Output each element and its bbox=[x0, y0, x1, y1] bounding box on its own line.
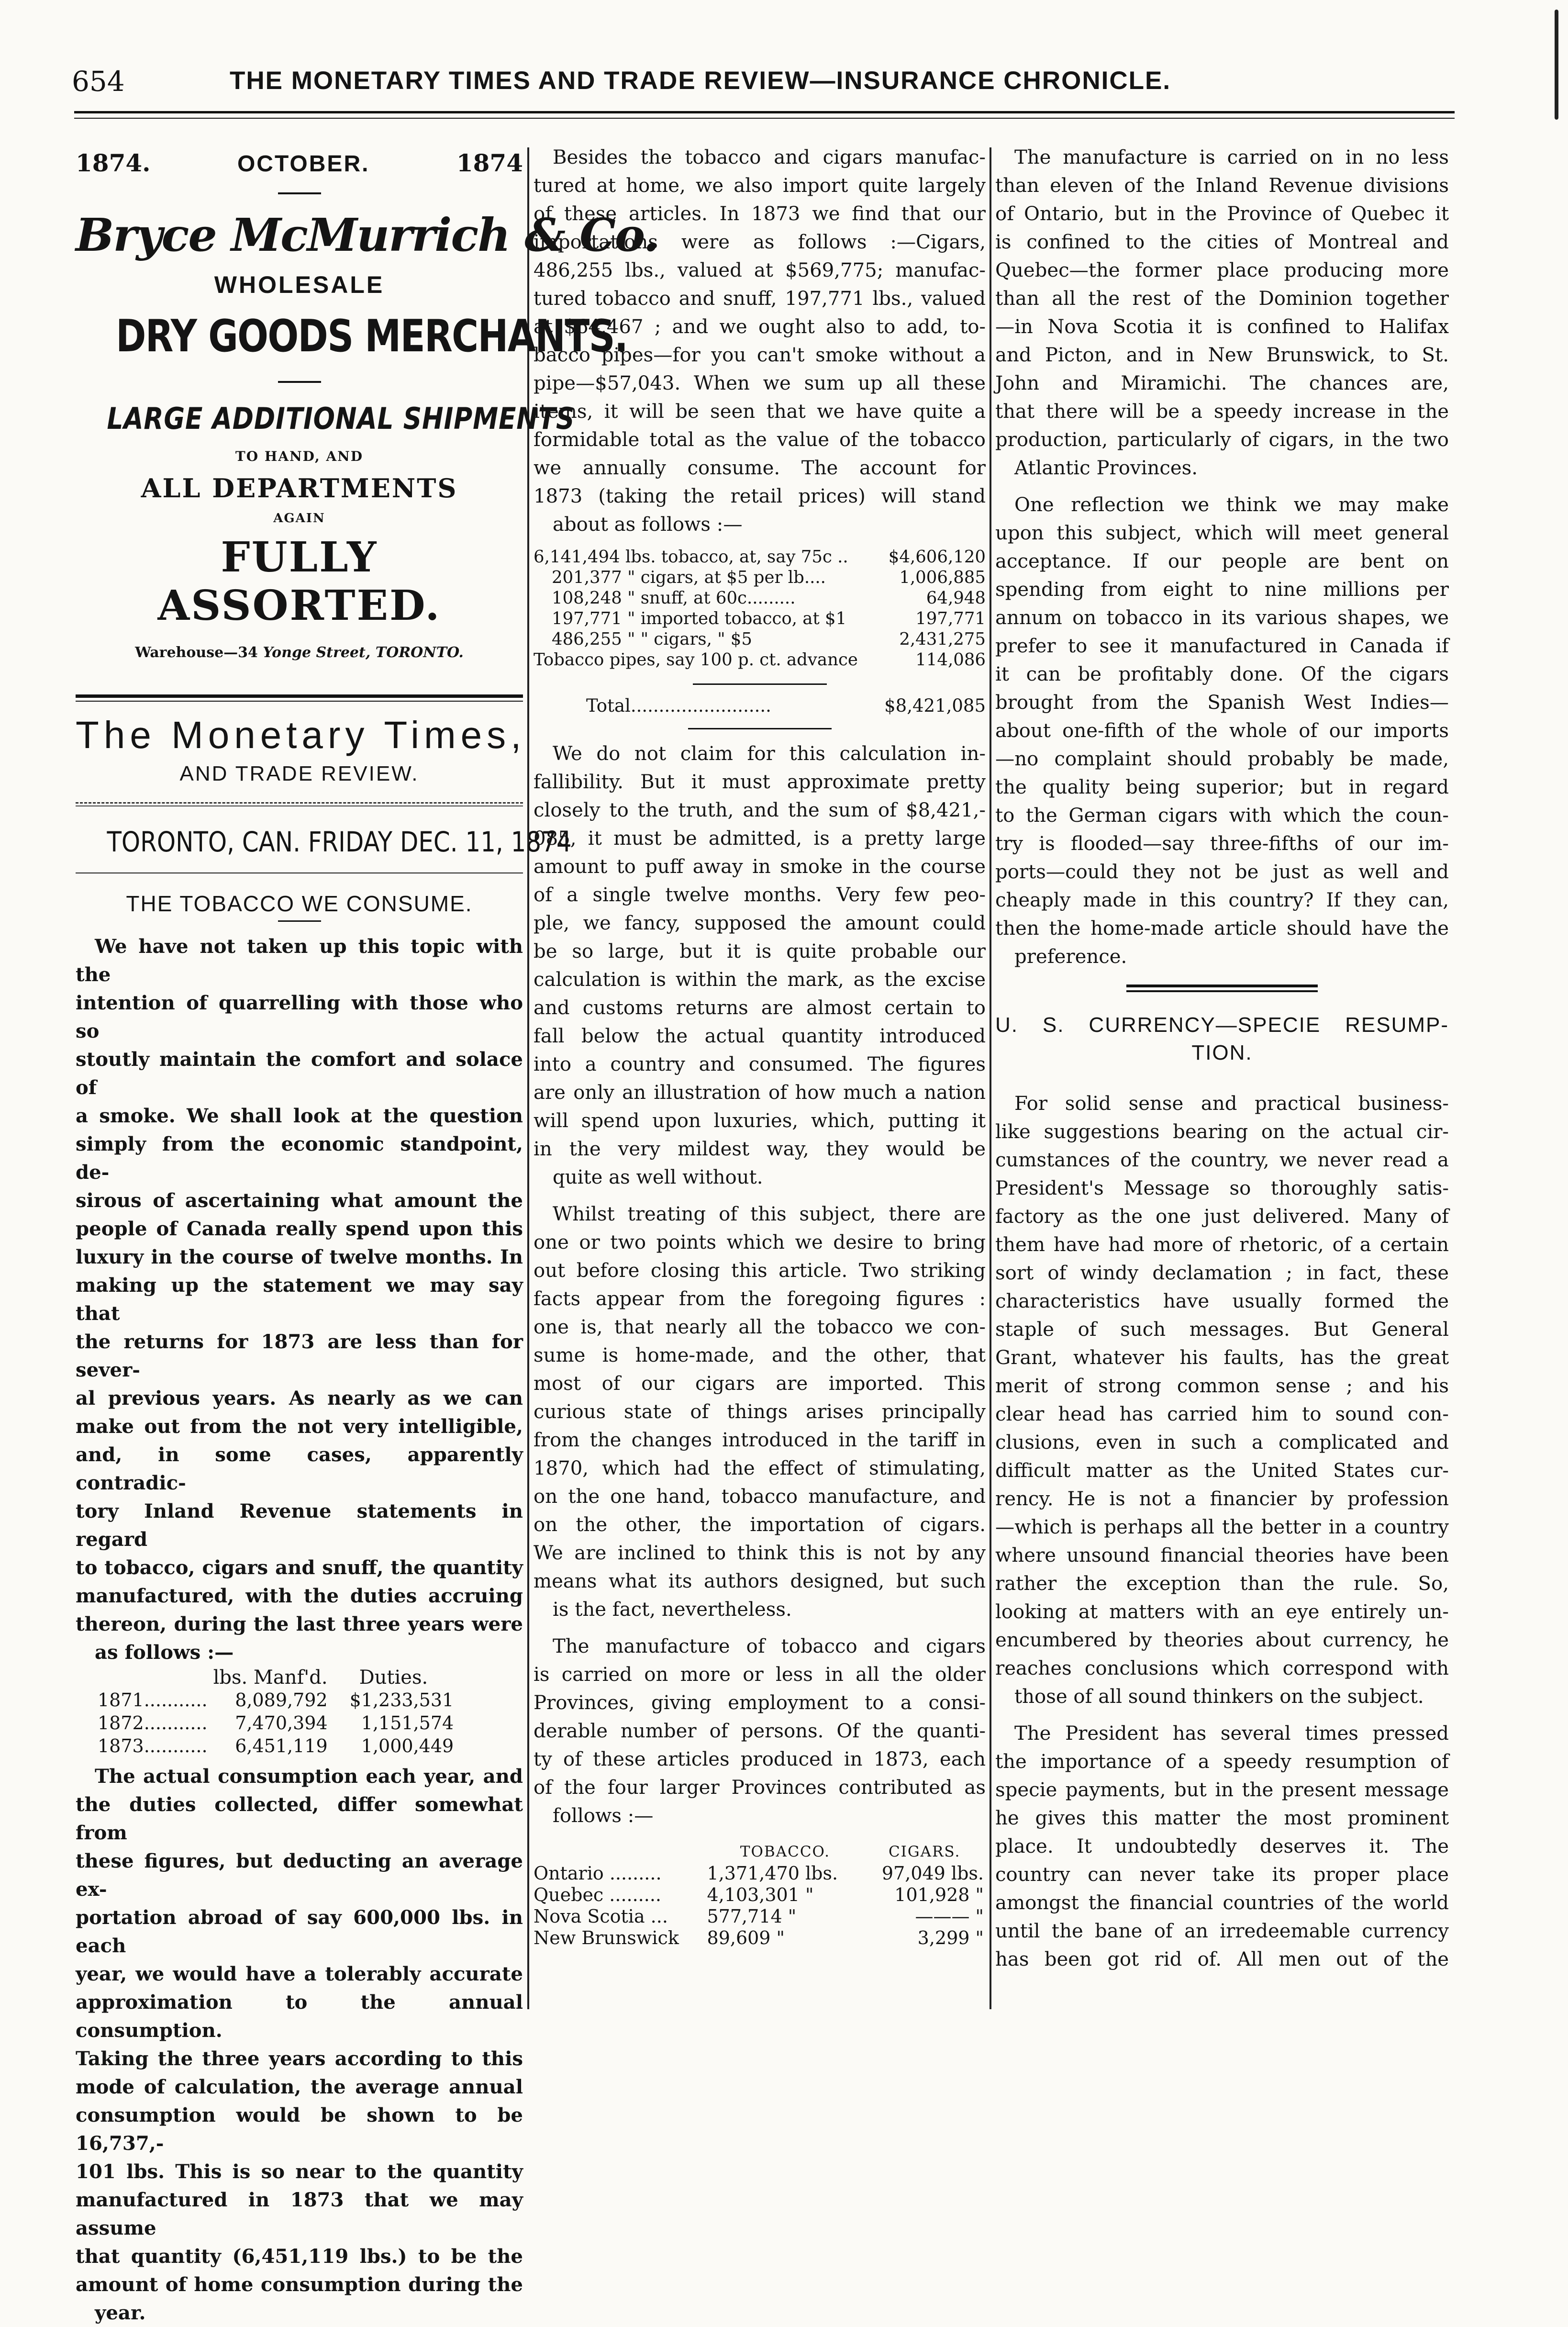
paragraph-last-line: Atlantic Provinces. bbox=[1014, 457, 1198, 479]
text-line: closely to the truth, and the sum of $8,421,- bbox=[534, 799, 986, 821]
headline-line-2: TION. bbox=[1191, 1041, 1253, 1064]
text-line: One reflection we think we may make bbox=[1014, 494, 1449, 516]
paragraph bbox=[534, 1200, 986, 1624]
table-row bbox=[534, 1906, 986, 1927]
table-row bbox=[534, 547, 986, 567]
paragraph-last-line: is the fact, nevertheless. bbox=[553, 1599, 792, 1621]
text-line: and Picton, and in New Brunswick, to St. bbox=[995, 344, 1449, 366]
text-line: consumption would be shown to be 16,737,- bbox=[76, 2104, 523, 2155]
text-line: thereon, during the last three years were bbox=[76, 1613, 523, 1635]
table-cell: Tobacco pipes, say 100 p. ct. advance bbox=[534, 650, 858, 670]
total-value: $8,421,085 bbox=[884, 695, 986, 716]
text-line: is carried on more or less in all the older bbox=[534, 1664, 986, 1686]
table-cell: 2,431,275 bbox=[899, 629, 986, 649]
text-line: it can be profitably done. Of the cigars bbox=[995, 663, 1449, 685]
table-row bbox=[534, 629, 986, 649]
column-2 bbox=[534, 144, 986, 1949]
headline-rule bbox=[278, 920, 321, 922]
ad-rule bbox=[278, 192, 321, 194]
text-line: curious state of things arises principally bbox=[534, 1401, 986, 1423]
text-line: Provinces, giving employment to a consi- bbox=[534, 1692, 986, 1714]
table-cell: 4,103,301 " bbox=[707, 1884, 814, 1905]
text-line: 101 lbs. This is so near to the quantity bbox=[76, 2160, 523, 2183]
text-line: formidable total as the value of the tobacco bbox=[534, 429, 986, 451]
text-line: of Ontario, but in the Province of Quebec it bbox=[995, 203, 1449, 225]
text-line: ports—could they not be just as well and bbox=[995, 861, 1449, 883]
masthead-title: The Monetary Times, bbox=[76, 714, 526, 756]
text-line: about one-fifth of the whole of our imports bbox=[995, 720, 1449, 742]
text-line: the quality being superior; but in regard bbox=[995, 776, 1449, 798]
text-line: sort of windy declamation ; in fact, these bbox=[995, 1262, 1449, 1284]
table-row bbox=[95, 1712, 456, 1734]
text-line: specie payments, but in the present message bbox=[995, 1779, 1449, 1801]
table-cell: ——— " bbox=[915, 1906, 984, 1927]
running-title: THE MONETARY TIMES AND TRADE REVIEW—INSURANCE CHRONICLE. bbox=[230, 67, 1171, 95]
section-rule bbox=[1126, 984, 1318, 992]
table-cell: Quebec ......... bbox=[534, 1884, 662, 1905]
table-row bbox=[534, 649, 986, 670]
text-line: we annually consume. The account for bbox=[534, 457, 986, 479]
text-line: portation abroad of say 600,000 lbs. in each bbox=[76, 1906, 523, 1957]
text-line: 1870, which had the effect of stimulating, bbox=[534, 1457, 986, 1479]
masthead-dashed-rule bbox=[76, 802, 523, 806]
header-rule-thin bbox=[74, 118, 1455, 119]
paragraph bbox=[995, 144, 1449, 482]
paragraph-last-line: as follows :— bbox=[95, 1641, 234, 1664]
paragraph-last-line: about as follows :— bbox=[553, 514, 743, 536]
text-line: President's Message so thoroughly satis- bbox=[995, 1177, 1449, 1199]
ad-fully-assorted: FULLY ASSORTED. bbox=[157, 533, 441, 630]
text-line: —which is perhaps all the better in a country bbox=[995, 1516, 1449, 1538]
ad-to-hand: TO HAND, AND bbox=[235, 448, 364, 464]
text-line: be so large, but it is quite probable our bbox=[534, 940, 986, 962]
table-cell: 1871........... bbox=[98, 1689, 208, 1711]
table-row bbox=[534, 608, 986, 629]
paragraph-last-line: quite as well without. bbox=[553, 1166, 763, 1188]
text-line: staple of such messages. But General bbox=[995, 1319, 1449, 1341]
text-line: 486,255 lbs., valued at $569,775; manufac- bbox=[534, 259, 986, 281]
paragraph bbox=[76, 1762, 523, 2327]
ad-month: OCTOBER. bbox=[237, 151, 370, 177]
text-line: that there will be a speedy increase in the bbox=[995, 401, 1449, 423]
text-line: amongst the financial countries of the world bbox=[995, 1892, 1449, 1914]
ad-rule-2 bbox=[278, 381, 321, 383]
text-line: —no complaint should probably be made, bbox=[995, 748, 1449, 770]
text-line: tured tobacco and snuff, 197,771 lbs., valued bbox=[534, 288, 986, 310]
text-line: approximation to the annual consumption. bbox=[76, 1991, 523, 2042]
ad-year-left: 1874. bbox=[76, 149, 151, 177]
text-line: like suggestions bearing on the actual cir- bbox=[995, 1121, 1449, 1143]
table-cell: 101,928 " bbox=[894, 1884, 984, 1905]
article2-headline bbox=[995, 1011, 1449, 1067]
text-line: means what its authors designed, but such bbox=[534, 1570, 986, 1592]
table-cell: 1,006,885 bbox=[899, 568, 986, 587]
text-line: at $64,467 ; and we ought also to add, to- bbox=[534, 316, 986, 338]
text-line: clusions, even in such a complicated and bbox=[995, 1432, 1449, 1454]
paragraph-last-line: year. bbox=[95, 2302, 146, 2324]
text-line: luxury in the course of twelve months. In bbox=[76, 1246, 523, 1268]
text-line: from the changes introduced in the tariff in bbox=[534, 1429, 986, 1451]
paragraph bbox=[995, 1720, 1449, 1974]
text-line: John and Miramichi. The chances are, bbox=[995, 372, 1449, 394]
ad-wholesale: WHOLESALE bbox=[214, 271, 385, 298]
text-line: Whilst treating of this subject, there are bbox=[553, 1203, 986, 1225]
text-line: —in Nova Scotia it is confined to Halifax bbox=[995, 316, 1449, 338]
masthead-rule bbox=[76, 694, 523, 702]
table-cell: 577,714 " bbox=[707, 1906, 797, 1927]
table-cell: 89,609 " bbox=[707, 1927, 785, 1948]
text-line: merit of strong common sense ; and his bbox=[995, 1375, 1449, 1397]
text-line: of the four larger Provinces contributed as bbox=[534, 1777, 986, 1799]
text-line: then the home-made article should have the bbox=[995, 917, 1449, 940]
text-line: manufactured in 1873 that we may assume bbox=[76, 2189, 523, 2239]
table-header: CIGARS. bbox=[888, 1843, 961, 1860]
text-line: mode of calculation, the average annual bbox=[76, 2076, 523, 2098]
table-cell: 1,000,449 bbox=[361, 1735, 454, 1756]
text-line: upon this subject, which will meet general bbox=[995, 522, 1449, 544]
text-line: We do not claim for this calculation in- bbox=[553, 743, 986, 765]
table-cell: 6,451,119 bbox=[235, 1735, 328, 1756]
table-cell: Ontario ......... bbox=[534, 1863, 662, 1884]
paragraph bbox=[534, 144, 986, 539]
text-line: make out from the not very intelligible, bbox=[76, 1415, 523, 1438]
text-line: one is, that nearly all the tobacco we con- bbox=[534, 1316, 986, 1338]
text-line: fallibility. But it must approximate pretty bbox=[534, 771, 986, 793]
text-line: spending from eight to nine millions per bbox=[995, 579, 1449, 601]
text-line: year, we would have a tolerably accurate bbox=[76, 1963, 523, 1985]
table-cell: $4,606,120 bbox=[888, 547, 986, 567]
page-number: 654 bbox=[72, 65, 125, 98]
text-line: calculation is within the mark, as the excise bbox=[534, 969, 986, 991]
paragraph-last-line: follows :— bbox=[553, 1805, 654, 1827]
text-line: in the very mildest way, they would be bbox=[534, 1138, 986, 1160]
text-line: out before closing this article. Two striking bbox=[534, 1260, 986, 1282]
text-line: Grant, whatever his faults, has the great bbox=[995, 1347, 1449, 1369]
total-rule-bottom bbox=[688, 728, 832, 729]
text-line: to the German cigars with which the coun- bbox=[995, 805, 1449, 827]
manufacture-table bbox=[95, 1667, 456, 1757]
table-row bbox=[534, 567, 986, 588]
text-line: most of our cigars are imported. This bbox=[534, 1373, 986, 1395]
table-cell: 3,299 " bbox=[917, 1927, 984, 1948]
text-line: the importance of a speedy resumption of bbox=[995, 1751, 1449, 1773]
text-line: on the other, the importation of cigars. bbox=[534, 1514, 986, 1536]
text-line: bacco pipes—for you can't smoke without a bbox=[534, 344, 986, 366]
text-line: of a single twelve months. Very few peo- bbox=[534, 884, 986, 906]
text-line: facts appear from the foregoing figures : bbox=[534, 1288, 986, 1310]
text-line: sume is home-made, and the other, that bbox=[534, 1344, 986, 1366]
text-line: manufactured, with the duties accruing bbox=[76, 1585, 523, 1607]
ad-all-departments: ALL DEPARTMENTS bbox=[141, 473, 458, 503]
paragraph bbox=[76, 932, 523, 1667]
text-line: a smoke. We shall look at the question bbox=[76, 1105, 523, 1127]
table-cell: 97,049 lbs. bbox=[881, 1863, 984, 1884]
text-line: that quantity (6,451,119 lbs.) to be the bbox=[76, 2245, 523, 2268]
text-line: stoutly maintain the comfort and solace of bbox=[76, 1048, 523, 1099]
table-cell: 6,141,494 lbs. tobacco, at, say 75c .. bbox=[534, 547, 848, 567]
ad-large-shipments: LARGE ADDITIONAL SHIPMENTS bbox=[107, 401, 575, 436]
text-line: The manufacture of tobacco and cigars bbox=[553, 1635, 986, 1657]
table-cell: 8,089,792 bbox=[235, 1689, 328, 1711]
paragraph bbox=[534, 1633, 986, 1830]
text-line: into a country and consumed. The figures bbox=[534, 1053, 986, 1075]
text-line: difficult matter as the United States cur- bbox=[995, 1460, 1449, 1482]
text-line: rency. He is not a financier by profession bbox=[995, 1488, 1449, 1510]
text-line: looking at matters with an eye entirely un- bbox=[995, 1601, 1449, 1623]
text-line: acceptance. If our people are bent on bbox=[995, 550, 1449, 572]
text-line: al previous years. As nearly as we can bbox=[76, 1387, 523, 1410]
text-line: importations were as follows :—Cigars, bbox=[534, 231, 986, 253]
text-line: people of Canada really spend upon this bbox=[76, 1218, 523, 1240]
text-line: are only an illustration of how much a nation bbox=[534, 1082, 986, 1104]
table-row bbox=[534, 1863, 986, 1884]
text-line: clear head has carried him to sound con- bbox=[995, 1403, 1449, 1425]
text-line: has been got rid of. All men out of the bbox=[995, 1948, 1449, 1970]
table-cell: $1,233,531 bbox=[349, 1689, 454, 1711]
page-header bbox=[72, 61, 1488, 100]
paragraph-last-line: those of all sound thinkers on the subject. bbox=[1014, 1686, 1424, 1708]
table-cell: 201,377 " cigars, at $5 per lb.... bbox=[552, 568, 826, 587]
tobacco-cost-table bbox=[534, 547, 986, 670]
text-line: simply from the economic standpoint, de- bbox=[76, 1133, 523, 1184]
text-line: country can never take its proper place bbox=[995, 1864, 1449, 1886]
table-row bbox=[95, 1689, 456, 1712]
headline-line-1: U. S. CURRENCY—SPECIE RESUMP- bbox=[995, 1013, 1449, 1037]
total-rule bbox=[693, 683, 827, 685]
text-line: brought from the Spanish West Indies— bbox=[995, 692, 1449, 714]
table-cell: Nova Scotia ... bbox=[534, 1906, 668, 1927]
text-line: derable number of persons. Of the quanti- bbox=[534, 1720, 986, 1742]
text-line: amount of home consumption during the bbox=[76, 2273, 523, 2296]
text-line: will spend upon luxuries, which, putting it bbox=[534, 1110, 986, 1132]
text-line: these figures, but deducting an average ex- bbox=[76, 1850, 523, 1901]
table-cell: 1872........... bbox=[98, 1712, 208, 1734]
text-line: The manufacture is carried on in no less bbox=[1014, 146, 1449, 168]
table-header: TOBACCO. bbox=[740, 1843, 830, 1860]
ad-warehouse-label: Warehouse—34 bbox=[135, 644, 258, 661]
table-row bbox=[534, 1884, 986, 1906]
text-line: try is flooded—say three-fifths of our im- bbox=[995, 833, 1449, 855]
text-line: For solid sense and practical business- bbox=[1014, 1093, 1449, 1115]
text-line: one or two points which we desire to bring bbox=[534, 1231, 986, 1253]
ad-dateline bbox=[76, 144, 523, 177]
total-label: Total......................... bbox=[586, 695, 771, 716]
table-cell: 1873........... bbox=[98, 1735, 208, 1756]
paragraph bbox=[995, 491, 1449, 971]
text-line: We are inclined to think this is not by any bbox=[534, 1542, 986, 1564]
paragraph bbox=[995, 1090, 1449, 1711]
text-line: The actual consumption each year, and bbox=[95, 1765, 523, 1788]
text-line: 1873 (taking the retail prices) will stand bbox=[534, 485, 986, 507]
text-line: production, particularly of cigars, in the two bbox=[995, 429, 1449, 451]
table-cell: 1,371,470 lbs. bbox=[707, 1863, 838, 1884]
text-line: making up the statement we may say that bbox=[76, 1274, 523, 1325]
paragraph-last-line: preference. bbox=[1014, 946, 1127, 968]
text-line: Besides the tobacco and cigars manufac- bbox=[553, 146, 986, 168]
ad-firm-name: Bryce McMurrich & Co. bbox=[76, 209, 658, 262]
table-cell: 114,086 bbox=[915, 650, 986, 670]
masthead-subtitle: AND TRADE REVIEW. bbox=[179, 762, 419, 785]
text-line: cumstances of the country, we never read a bbox=[995, 1149, 1449, 1171]
ad-dry-goods: DRY GOODS MERCHANTS. bbox=[116, 310, 628, 362]
text-line: of these articles. In 1873 we find that our bbox=[534, 203, 986, 225]
ad-year-right: 1874 bbox=[456, 149, 523, 177]
text-line: ty of these articles produced in 1873, each bbox=[534, 1748, 986, 1770]
text-line: factory as the one just delivered. Many of bbox=[995, 1206, 1449, 1228]
table-row bbox=[534, 1927, 986, 1949]
table-header: lbs. Manf'd. bbox=[213, 1667, 328, 1689]
paragraph bbox=[534, 740, 986, 1192]
text-line: to tobacco, cigars and snuff, the quantity bbox=[76, 1556, 523, 1579]
text-line: the returns for 1873 are less than for sever- bbox=[76, 1331, 523, 1381]
text-line: Taking the three years according to this bbox=[76, 2047, 523, 2070]
table-cell: 197,771 " imported tobacco, at $1 bbox=[552, 609, 847, 628]
table-cell: 486,255 " " cigars, " $5 bbox=[552, 629, 752, 649]
text-line: Quebec—the former place producing more bbox=[995, 259, 1449, 281]
text-line: place. It undoubtedly deserves it. The bbox=[995, 1835, 1449, 1857]
text-line: We have not taken up this topic with the bbox=[76, 935, 523, 986]
table-cell: New Brunswick bbox=[534, 1927, 679, 1948]
text-line: amount to puff away in smoke in the course bbox=[534, 856, 986, 878]
text-line: items, it will be seen that we have quite a bbox=[534, 401, 986, 423]
page-edge-mark bbox=[1555, 10, 1558, 120]
text-line: and customs returns are almost certain to bbox=[534, 997, 986, 1019]
table-row bbox=[95, 1734, 456, 1757]
text-line: reaches conclusions which correspond with bbox=[995, 1657, 1449, 1679]
table-header bbox=[95, 1667, 211, 1689]
text-line: on the one hand, tobacco manufacture, and bbox=[534, 1486, 986, 1508]
text-line: sirous of ascertaining what amount the bbox=[76, 1189, 523, 1212]
table-row bbox=[534, 588, 986, 608]
table-cell: 7,470,394 bbox=[235, 1712, 328, 1734]
ad-warehouse bbox=[76, 644, 523, 661]
text-line: intention of quarrelling with those who so bbox=[76, 992, 523, 1042]
text-line: and, in some cases, apparently contradic- bbox=[76, 1443, 523, 1494]
text-line: he gives this matter the most prominent bbox=[995, 1807, 1449, 1829]
text-line: them have had more of rhetoric, of a certain bbox=[995, 1234, 1449, 1256]
text-line: until the bane of an irredeemable currency bbox=[995, 1920, 1449, 1942]
text-line: the duties collected, differ somewhat from bbox=[76, 1793, 523, 1844]
ad-again: AGAIN bbox=[273, 511, 325, 526]
text-line: prefer to see it manufactured in Canada if bbox=[995, 635, 1449, 657]
province-table bbox=[534, 1841, 986, 1949]
ad-warehouse-address: Yonge Street, TORONTO. bbox=[263, 644, 464, 661]
table-cell: 64,948 bbox=[926, 588, 986, 608]
text-line: than all the rest of the Dominion together bbox=[995, 288, 1449, 310]
text-line: ple, we fancy, supposed the amount could bbox=[534, 912, 986, 934]
text-line: rather the exception than the rule. So, bbox=[995, 1573, 1449, 1595]
text-line: The President has several times pressed bbox=[1014, 1723, 1449, 1745]
text-line: tured at home, we also import quite largely bbox=[534, 175, 986, 197]
header-rule bbox=[74, 111, 1455, 113]
text-line: pipe—$57,043. When we sum up all these bbox=[534, 372, 986, 394]
article-headline: THE TOBACCO WE CONSUME. bbox=[126, 891, 473, 916]
table-header bbox=[534, 1841, 707, 1863]
text-line: encumbered by theories about currency, he bbox=[995, 1629, 1449, 1651]
table-cell: 197,771 bbox=[915, 609, 986, 628]
table-cell: 108,248 " snuff, at 60c......... bbox=[552, 588, 796, 608]
text-line: 085, it must be admitted, is a pretty large bbox=[534, 828, 986, 850]
column-3 bbox=[995, 144, 1449, 1974]
issue-dateline: TORONTO, CAN. FRIDAY DEC. 11, 1874 bbox=[107, 826, 572, 858]
text-line: fall below the actual quantity introduced bbox=[534, 1025, 986, 1047]
table-header: Duties. bbox=[359, 1667, 428, 1689]
text-line: than eleven of the Inland Revenue divisions bbox=[995, 175, 1449, 197]
text-line: where unsound financial theories have been bbox=[995, 1544, 1449, 1566]
text-line: annum on tobacco in its various shapes, we bbox=[995, 607, 1449, 629]
table-cell: 1,151,574 bbox=[361, 1712, 454, 1734]
text-line: characteristics have usually formed the bbox=[995, 1290, 1449, 1312]
total-row bbox=[534, 693, 986, 719]
text-line: tory Inland Revenue statements in regard bbox=[76, 1500, 523, 1551]
text-line: cheaply made in this country? If they can, bbox=[995, 889, 1449, 911]
text-line: is confined to the cities of Montreal and bbox=[995, 231, 1449, 253]
column-divider-2 bbox=[990, 147, 991, 2009]
